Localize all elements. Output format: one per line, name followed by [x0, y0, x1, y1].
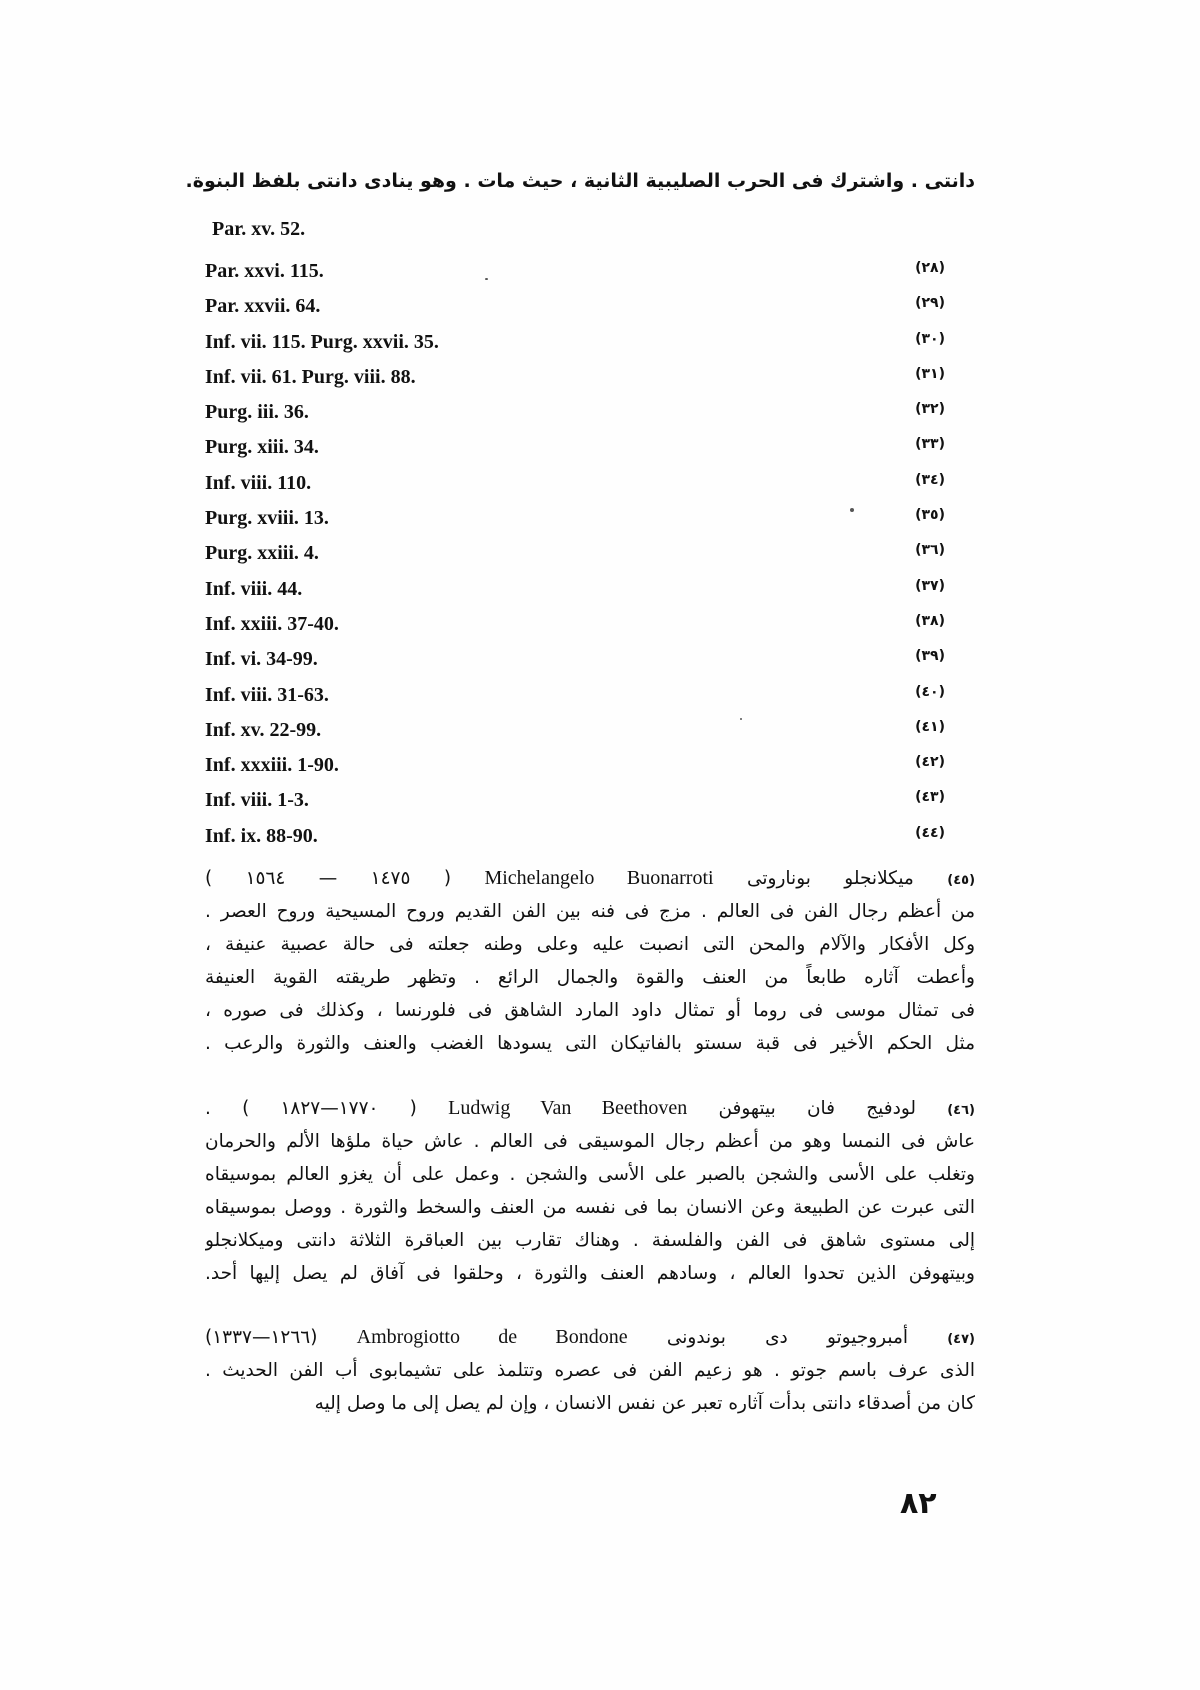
note-line: وكل الأفكار والآلام والمحن التى انصبت عليه وعلى وطنه جعلته فى حالة عصبية عنيفة ، [205, 934, 975, 955]
scan-speck [740, 718, 742, 720]
reference-item [205, 719, 945, 754]
note-number: (٤٦) [947, 1103, 975, 1118]
reference-item [205, 295, 945, 330]
reference-citation: Inf. xxiii. 37-40. [205, 612, 339, 635]
note-dates: ( ١٤٧٥ — ١٥٦٤ ) [205, 868, 452, 889]
reference-number: (٣١) [915, 365, 945, 382]
reference-citation: Inf. ix. 88-90. [205, 824, 318, 847]
reference-item [205, 366, 945, 401]
note-dates: (١٢٦٦—١٣٣٧) [205, 1327, 318, 1348]
reference-number: (٣٠) [915, 330, 945, 347]
reference-number: (٤١) [915, 718, 945, 735]
note-name-latin: Ludwig Van Beethoven [448, 1097, 688, 1119]
reference-number: (٣٩) [915, 648, 945, 665]
note-michelangelo [205, 862, 975, 1060]
reference-item [205, 578, 945, 613]
note-beethoven [205, 1092, 975, 1290]
reference-number: (٣٢) [915, 401, 945, 418]
note-line: وأعطت آثاره طابعاً من العنف والقوة والجمال الرائع . وتظهر طريقته القوية العنيفة [205, 967, 975, 988]
reference-citation: Inf. viii. 110. [205, 471, 312, 494]
note-giotto [205, 1321, 975, 1420]
reference-number: (٢٨) [915, 260, 945, 276]
reference-number: (٣٥) [915, 507, 945, 524]
reference-number: (٤٠) [915, 683, 945, 700]
note-line: عاش فى النمسا وهو من أعظم رجال الموسيقى فى العالم . عاش حياة ملؤها الألم والحرمان [205, 1131, 975, 1152]
reference-par-xv: Par. xv. 52. [212, 218, 306, 240]
reference-item [205, 789, 945, 824]
reference-citation: Inf. xxxiii. 1-90. [205, 754, 339, 777]
note-heading [205, 1321, 975, 1354]
reference-citation: Purg. xviii. 13. [205, 507, 329, 530]
note-dates: ( ١٧٧٠—١٨٢٧ ) . [205, 1098, 417, 1119]
note-line: التى عبرت عن الطبيعة وعن الانسان بما فى نفسه من العنف والسخط والثورة . ووصل بموسيقاه [205, 1197, 975, 1218]
note-line: إلى مستوى شاهق فى الفن والفلسفة . وهناك تقارب بين العباقرة الثلاثة دانتى وميكلانجلو [205, 1230, 975, 1251]
reference-citation: Inf. vi. 34-99. [205, 648, 318, 671]
reference-citation: Purg. xiii. 34. [205, 436, 319, 459]
note-name-latin: Michelangelo Buonarroti [484, 867, 714, 889]
note-line: كان من أصدقاء دانتى بدأت آثاره تعبر عن نفس الانسان ، وإن لم يصل إلى ما وصل إليه [314, 1393, 975, 1414]
reference-item [205, 648, 945, 683]
scan-speck [485, 278, 488, 280]
reference-citation: Inf. vii. 115. Purg. xxvii. 35. [205, 330, 439, 353]
reference-number: (٤٣) [915, 789, 945, 806]
reference-item [205, 260, 945, 295]
note-name-latin: Ambrogiotto de Bondone [356, 1326, 628, 1348]
reference-number: (٤٤) [915, 824, 945, 841]
reference-item [205, 507, 945, 542]
note-line: وبيتهوفن الذين تحدوا العالم ، وسادهم العنف والثورة ، وحلقوا فى آفاق لم يصل إليها أحد. [205, 1263, 975, 1284]
note-name-arabic: لودفيج فان بيتهوفن [718, 1098, 917, 1119]
page-number: ٨٢ [900, 1486, 937, 1521]
reference-citation: Inf. viii. 31-63. [205, 683, 329, 706]
reference-citation: Par. xxvii. 64. [205, 295, 321, 318]
note-line: الذى عرف باسم جوتو . هو زعيم الفن فى عصره وتتلمذ على تشيمابوى أب الفن الحديث . [205, 1360, 975, 1381]
scan-speck [850, 508, 854, 512]
reference-citation: Par. xxvi. 115. [205, 260, 324, 282]
reference-item [205, 613, 945, 648]
reference-item [205, 472, 945, 507]
reference-item [205, 825, 945, 860]
reference-item [205, 331, 945, 366]
reference-number: (٢٩) [915, 295, 945, 312]
note-name-arabic: أمبروجيوتو دى بوندونى [666, 1327, 909, 1348]
note-number: (٤٧) [947, 1332, 975, 1347]
reference-number: (٣٣) [915, 436, 945, 453]
reference-list [205, 260, 945, 860]
reference-number: (٣٨) [915, 612, 945, 629]
reference-number: (٣٦) [915, 542, 945, 559]
continuation-text: دانتى . واشترك فى الحرب الصليبية الثانية ، حيث مات . وهو ينادى دانتى بلفظ البنوة. [185, 170, 975, 192]
reference-item [205, 754, 945, 789]
reference-number: (٣٧) [915, 577, 945, 594]
reference-item [205, 436, 945, 471]
reference-citation: Purg. xxiii. 4. [205, 542, 319, 565]
note-heading [205, 862, 975, 895]
reference-citation: Inf. viii. 44. [205, 577, 303, 600]
note-line: وتغلب على الأسى والشجن بالصبر على الأسى والشجن . وعمل على أن يغزو العالم بموسيقاه [205, 1164, 975, 1185]
note-number: (٤٥) [947, 873, 975, 888]
reference-citation: Inf. viii. 1-3. [205, 789, 309, 812]
reference-number: (٣٤) [915, 471, 945, 488]
reference-item [205, 401, 945, 436]
reference-citation: Inf. vii. 61. Purg. viii. 88. [205, 365, 416, 388]
reference-citation: Purg. iii. 36. [205, 401, 309, 424]
note-line: من أعظم رجال الفن فى العالم . مزج فى فنه بين الفن القديم وروح المسيحية وروح العصر . [205, 901, 975, 922]
reference-number: (٤٢) [915, 754, 945, 771]
note-line: مثل الحكم الأخير فى قبة سستو بالفاتيكان التى يسودها الغضب والعنف والثورة والرعب . [205, 1033, 975, 1054]
note-line: فى تمثال موسى فى روما أو تمثال داود المارد الشاهق فى فلورنسا ، وكذلك فى صوره ، [205, 1000, 975, 1021]
reference-item [205, 542, 945, 577]
note-name-arabic: ميكلانجلو بوناروتى [746, 868, 914, 889]
reference-citation: Inf. xv. 22-99. [205, 718, 322, 741]
note-heading [205, 1092, 975, 1125]
reference-item [205, 684, 945, 719]
